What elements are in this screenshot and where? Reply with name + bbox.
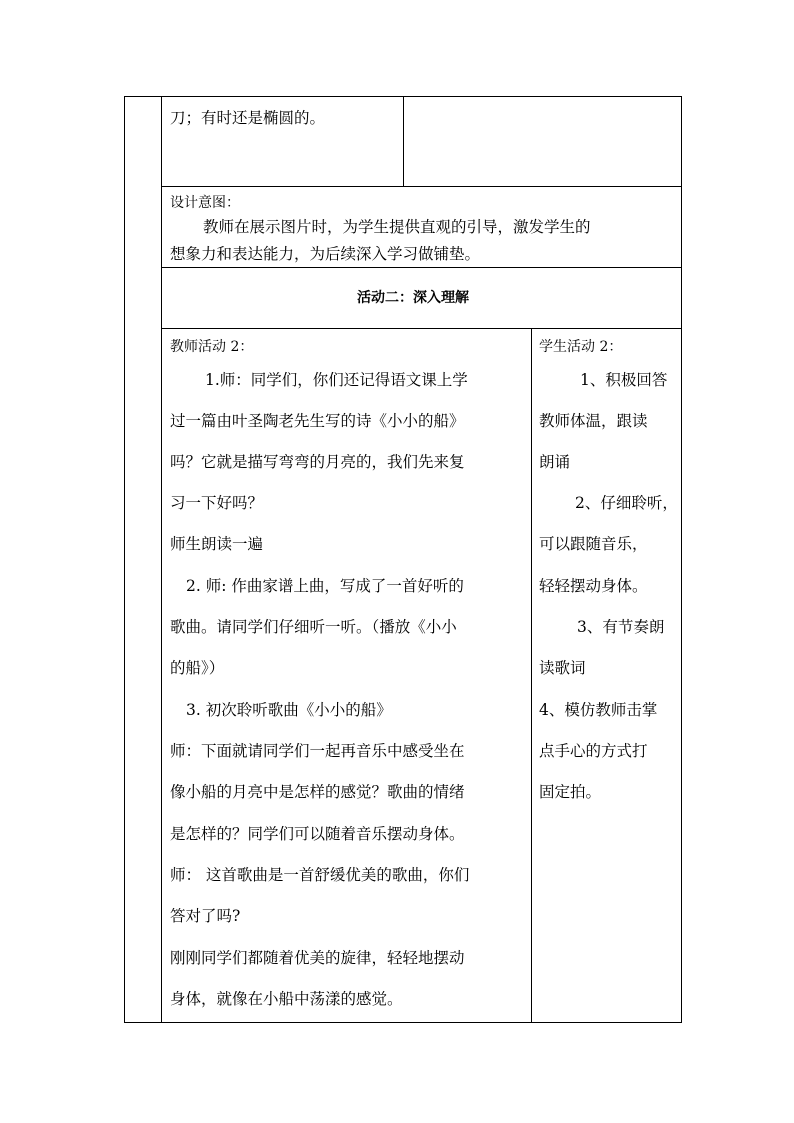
table-border-bottom: [124, 1022, 682, 1023]
student-line-8: 读歌词: [539, 659, 586, 677]
teacher-line-8: 的船》）: [170, 659, 225, 677]
teacher-line-15: 刚刚同学们都随着优美的旋律，轻轻地摆动: [170, 949, 465, 967]
teacher-line-13: 师： 这首歌曲是一首舒缓优美的歌曲，你们: [170, 866, 470, 884]
teacher-line-14: 答对了吗?: [170, 907, 241, 925]
design-intent-line-2: 想象力和表达能力，为后续深入学习做铺垫。: [170, 245, 481, 263]
teacher-line-4: 习一下好吗？: [170, 494, 264, 512]
teacher-line-7: 歌曲。请同学们仔细听一听。（播放《小小: [170, 618, 457, 636]
row-divider-3: [161, 328, 682, 329]
student-line-10: 点手心的方式打: [539, 742, 648, 760]
student-line-9: 4、模仿教师击掌: [539, 701, 658, 719]
student-line-3: 朗诵: [539, 453, 571, 471]
teacher-activity-header: 教师活动 2：: [170, 339, 254, 355]
student-line-5: 可以跟随音乐，: [539, 535, 648, 553]
student-line-1: 1、积极回答: [580, 371, 668, 389]
table-border-inner-left: [161, 96, 162, 1023]
student-line-6: 轻轻摆动身体。: [539, 577, 648, 595]
student-line-2: 教师体温，跟读: [539, 412, 648, 430]
teacher-line-5: 师生朗读一遍: [170, 535, 264, 553]
table-border-right: [681, 96, 682, 1023]
student-line-7: 3、有节奏朗: [577, 618, 665, 636]
teacher-line-1: 1.师：同学们，你们还记得语文课上学: [205, 371, 468, 389]
table-border-top: [124, 96, 682, 97]
student-line-11: 固定拍。: [539, 783, 602, 801]
teacher-line-2: 过一篇由叶圣陶老先生写的诗《小小的船》: [170, 412, 465, 430]
teacher-line-12: 是怎样的？同学们可以随着音乐摆动身体。: [170, 825, 465, 843]
teacher-line-10: 师：下面就请同学们一起再音乐中感受坐在: [170, 742, 465, 760]
row-divider-1: [161, 186, 682, 187]
design-intent-line-1: 教师在展示图片时，为学生提供直观的引导，激发学生的: [203, 218, 591, 236]
top-row-text: 刀；有时还是椭圆的。: [170, 109, 326, 127]
table-border-outer-left: [124, 96, 125, 1023]
teacher-line-6: 2. 师: 作曲家谱上曲，写成了一首好听的: [186, 577, 464, 595]
teacher-line-16: 身体，就像在小船中荡漾的感觉。: [170, 990, 403, 1008]
activity-column-divider: [531, 328, 532, 1023]
teacher-line-9: 3. 初次聆听歌曲《小小的船》: [186, 701, 392, 719]
teacher-line-11: 像小船的月亮中是怎样的感觉？歌曲的情绪: [170, 783, 465, 801]
row-divider-2: [161, 267, 682, 268]
design-intent-label: 设计意图：: [170, 195, 240, 211]
student-line-4: 2、仔细聆听，: [575, 494, 678, 512]
teacher-line-3: 吗？它就是描写弯弯的月亮的，我们先来复: [170, 453, 465, 471]
top-row-divider: [403, 96, 404, 186]
student-activity-header: 学生活动 2：: [539, 339, 623, 355]
section-title: 活动二：深入理解: [357, 290, 469, 306]
